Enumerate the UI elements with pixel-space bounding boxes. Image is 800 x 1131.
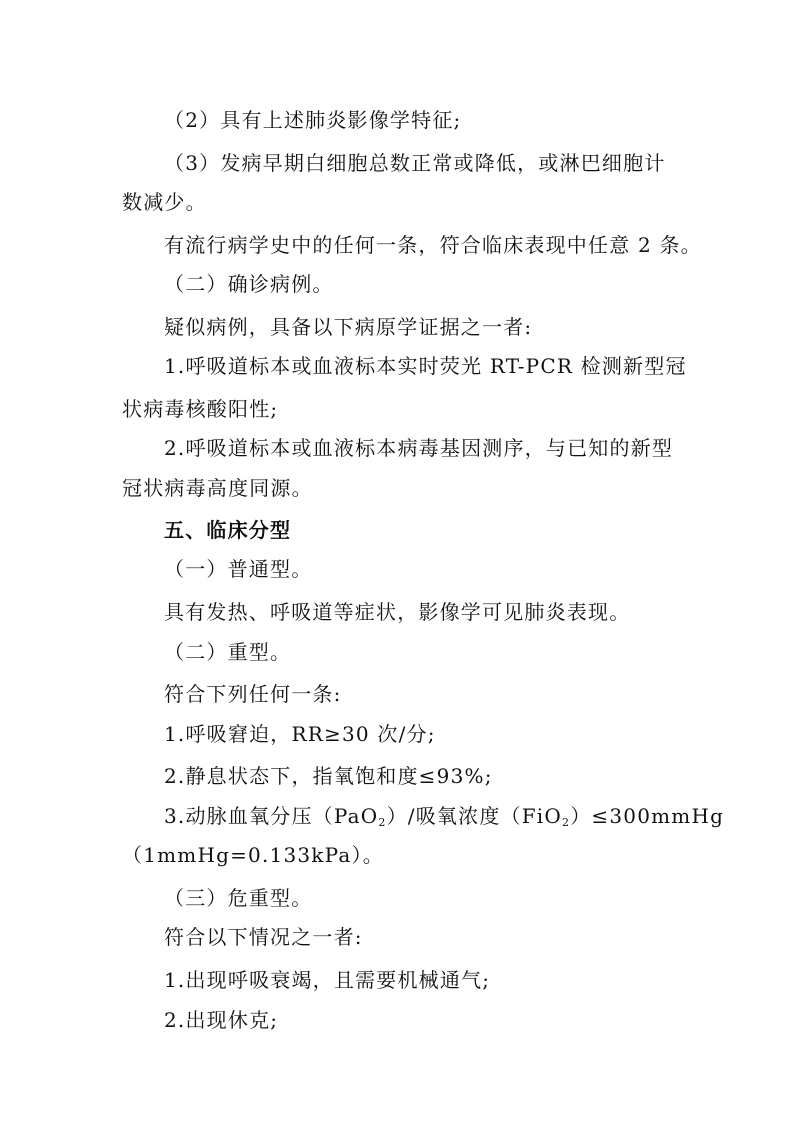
text-line: 2.出现休克; [164,1008,279,1032]
text-line: （三）危重型。 [164,886,313,910]
text-line: 1.呼吸道标本或血液标本实时荧光 RT-PCR 检测新型冠 [164,354,687,378]
text-line: （二）确诊病例。 [164,272,334,296]
text-line: 1.出现呼吸衰竭，且需要机械通气; [164,968,491,992]
text-line: 1.呼吸窘迫，RR≥30 次/分; [164,722,436,746]
text-line: 冠状病毒高度同源。 [122,476,313,500]
text-line: 状病毒核酸阳性; [122,397,279,421]
text-line: （2）具有上述肺炎影像学特征; [164,108,462,132]
text-line: 2.呼吸道标本或血液标本病毒基因测序，与已知的新型 [164,436,674,460]
text-line: 疑似病例，具备以下病原学证据之一者: [164,315,533,339]
text-line: 符合下列任何一条: [164,682,342,706]
text-line: （3）发病早期白细胞总数正常或降低，或淋巴细胞计 [164,151,666,175]
text-line: 有流行病学史中的任何一条，符合临床表现中任意 2 条。 [164,233,702,257]
text-line: 符合以下情况之一者: [164,925,363,949]
text-line: （一）普通型。 [164,557,313,581]
text-line: 具有发热、呼吸道等症状，影像学可见肺炎表现。 [164,600,631,624]
text-line: 数减少。 [122,190,207,214]
text-line: 3.动脉血氧分压（PaO$_2$）/吸氧浓度（FiO$_2$）≤300mmHg [164,804,725,829]
text-line: 2.静息状态下，指氧饱和度≤93%; [164,764,493,788]
text-line: （二）重型。 [164,640,292,664]
text-line: （1mmHg=0.133kPa）。 [122,843,384,867]
section-heading: 五、临床分型 [164,518,292,542]
